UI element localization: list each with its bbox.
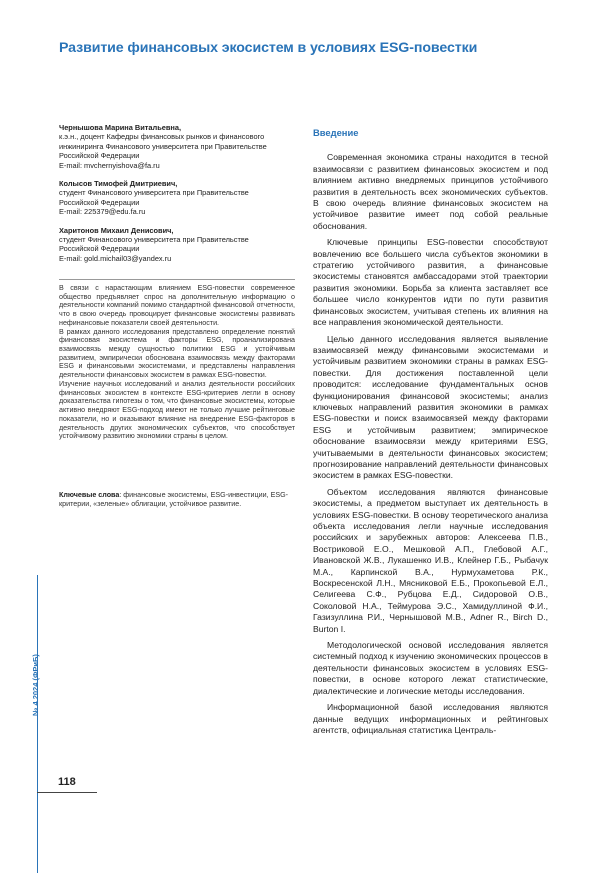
author-name: Харитонов Михаил Денисович, xyxy=(59,225,174,235)
article-title: Развитие финансовых экосистем в условиях ESG-повестки xyxy=(59,40,478,56)
author-affiliation-line: к.э.н., доцент Кафедры финансовых рынков и финансового xyxy=(59,132,265,142)
issue-label: № 4 2024 (ФРиБ) xyxy=(31,654,40,716)
author-name: Колысов Тимофей Дмитриевич, xyxy=(59,179,178,189)
author-email: E-mail: gold.michail03@yandex.ru xyxy=(59,253,172,263)
author-block xyxy=(59,226,295,264)
section-heading: Введение xyxy=(313,127,359,138)
keywords-text: : финансовые экосистемы, ESG-инвестиции, ESG-критерии, «зеленые» облигации, устойчивое развитие. xyxy=(59,491,289,508)
author-email: E-mail: mvchernyishova@fa.ru xyxy=(59,160,160,170)
introduction-section xyxy=(313,127,548,737)
abstract-divider xyxy=(59,279,295,280)
author-affiliation-line: Российской Федерации xyxy=(59,151,140,161)
body-paragraph: Методологической основой исследования является системный подход к изучению экономических процессов в деятельности финансовых экосистем в условиях ESG-повестки, в основе которого лежат статистические, диалектические и логические методы исследования. xyxy=(313,640,548,696)
abstract-paragraph: Изучение научных исследований и анализ деятельности российских финансовых экосистем в контексте ESG-критериев легли в основу доказательства гипотезы о том, что финансовые экосистемы, которые активно внедряют ESG-подход имеют не только лучшие рейтинговые показатели, но и оказывают влияние на внедрение ESG-факторов в деятельность других экономических субъектов, что способствует устойчивому развитию экономики страны в целом. xyxy=(59,379,295,441)
margin-rule xyxy=(37,575,38,873)
author-info xyxy=(59,123,295,272)
page-number-rule xyxy=(37,792,97,793)
author-affiliation-line: студент Финансового университета при Правительстве xyxy=(59,235,249,245)
abstract xyxy=(59,284,295,441)
body-paragraph: Целью данного исследования является выявление взаимосвязей между финансовыми экосистемами и устойчивым развитием экономики страны в рамках ESG-повестки. Для достижения поставленной цели проводится: исследование фундаментальных основ функционирования финансовой экосистемы; анализ ключевых направлений развития экономики в рамках ESG-повестки и поиск взаимосвязей между факторами ESG и устойчивым развитием; эмпирическое обоснование взаимосвязи между критериями ESG, учитываемыми в деятельности финансовых экосистем; прогнозирование направлений деятельности финансовых экосистем в рамках ESG-повестки. xyxy=(313,333,548,481)
page-number: 118 xyxy=(58,776,76,788)
body-paragraph: Информационной базой исследования являются данные ведущих информационных и рейтинговых агентств, официальная статистика Централь- xyxy=(313,702,548,735)
keywords-label: Ключевые слова xyxy=(59,491,120,499)
body-paragraph: Современная экономика страны находится в тесной взаимосвязи с развитием финансовых экосистем и под влиянием активно внедряемых принципов устойчивого развития в деятельность всех экономических субъектов. В свою очередь влияние финансовых экосистем на устойчивое развитие имеет под собой реальные обоснования. xyxy=(313,152,548,231)
abstract-paragraph: В рамках данного исследования представлено определение понятий финансовая экосистема и факторы ESG, проанализирована взаимосвязь между сущностью политики ESG и устойчивым развитием, эмпирически обоснована взаимосвязь между факторами ESG и финансовыми экосистемами, и представлены направления деятельности финансовых экосистем в рамках ESG-повестки. xyxy=(59,327,295,380)
author-affiliation-line: студент Финансового университета при Правительстве xyxy=(59,188,249,198)
keywords xyxy=(59,491,295,508)
author-name: Чернышова Марина Витальевна, xyxy=(59,123,182,132)
author-block xyxy=(59,179,295,217)
author-block xyxy=(59,123,295,170)
abstract-paragraph: В связи с нарастающим влиянием ESG-повестки современное общество предъявляет спрос на дополнительную информацию о деятельности компаний помимо стандартной финансовой отчетности, что в свою очередь провоцирует финансовые экосистемы развивать нефинансовые показатели своей деятельности. xyxy=(59,284,295,327)
author-affiliation-line: Российской Федерации xyxy=(59,244,140,254)
body-paragraph: Объектом исследования являются финансовые экосистемы, а предметом выступает их деятельность в условиях ESG-повестки. В основу теоретического анализа объекта исследования легли научные исследования российских и зарубежных авторов: Алексеева П.В., Востриковой Е.О., Мешковой А.П., Глебовой А.Г., Ивановской Ж.В., Лукашенко И.В., Клейнер Г.Б., Рыбачук М.А., Карпинской В.А., Нурмухаметова Р.К., Воскресенской Л.Н., Мясниковой Е.Б., Прокопьевой Е.Л., Селигеева С.Ф., Рубцова Е.Д., Сидоровой О.В., Соколовой Н.А., Теймурова Э.С., Хамидуллиной Ф.И., Газизуллина Р.И., Чернышовой М.В., Adner R., Birch D., Burton I. xyxy=(313,486,548,634)
author-email: E-mail: 225379@edu.fa.ru xyxy=(59,207,146,217)
body-paragraph: Ключевые принципы ESG-повестки способствуют вовлечению все большего числа субъектов экономики в стратегию устойчивого развития, а финансовые экосистемы становятся амбассадорами этой траектории развития экономики. Борьба за клиента заставляет все большее число конкурентов идти по пути развития финансовых экосистем, учитывая степень их влияния на все направления экономической деятельности. xyxy=(313,237,548,328)
author-affiliation-line: инжиниринга Финансового университета при Правительстве xyxy=(59,141,267,151)
author-affiliation-line: Российской Федерации xyxy=(59,197,140,207)
